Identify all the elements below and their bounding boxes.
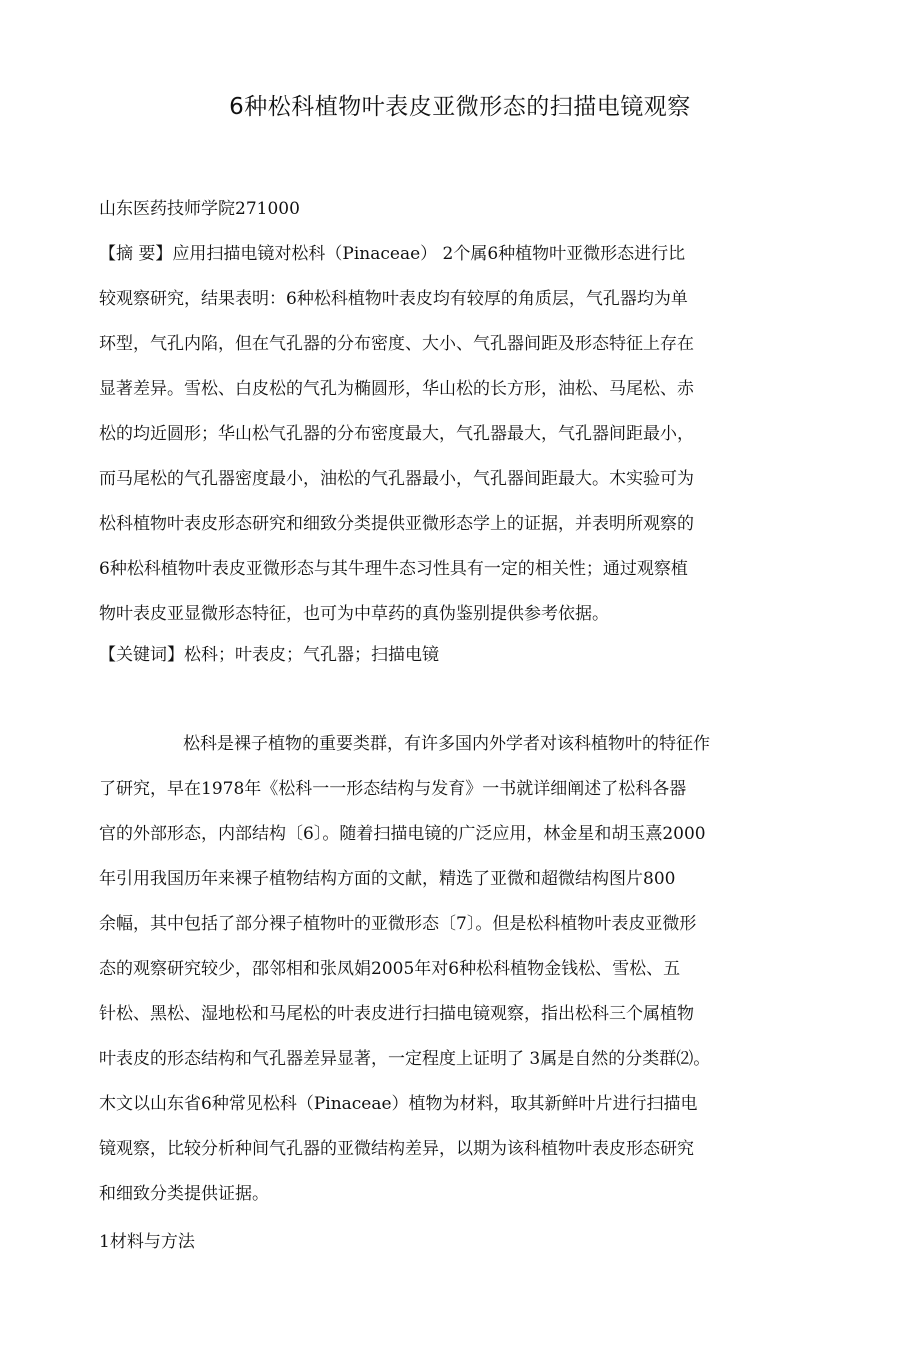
abstract-line: 较观察研究，结果表明：6种松科植物叶表皮均有较厚的角质层，气孔器均为单 [99,289,688,309]
abstract-line: 【摘 要】应用扫描电镜对松科（Pinaceae） 2个属6种植物叶亚微形态进行比 [99,244,686,264]
abstract-line: 松科植物叶表皮形态研究和细致分类提供亚微形态学上的证据，并表明所观察的 [99,514,694,534]
body-line: 叶表皮的形态结构和气孔器差异显著，一定程度上证明了 3属是自然的分类群⑵。 [99,1049,711,1069]
body-line: 镜观察，比较分析种间气孔器的亚微结构差异，以期为该科植物叶表皮形态研究 [99,1139,694,1159]
author-affiliation: 山东医药技师学院271000 [99,199,300,219]
abstract-line: 环型，气孔内陷，但在气孔器的分布密度、大小、气孔器间距及形态特征上存在 [99,334,694,354]
body-line: 针松、黑松、湿地松和马尾松的叶表皮进行扫描电镜观察，指出松科三个属植物 [99,1004,694,1024]
section-heading: 1材料与方法 [99,1232,195,1252]
abstract-line: 而马尾松的气孔器密度最小，油松的气孔器最小，气孔器间距最大。木实验可为 [99,469,694,489]
body-line: 余幅，其中包括了部分裸子植物叶的亚微形态〔7〕。但是松科植物叶表皮亚微形 [99,914,697,934]
abstract-line: 松的均近圆形；华山松气孔器的分布密度最大，气孔器最大，气孔器间距最小， [99,424,694,444]
keywords-line: 【关键词】松科；叶表皮；气孔器；扫描电镜 [99,645,439,665]
abstract-block [99,232,811,637]
document-title: 6种松科植物叶表皮亚微形态的扫描电镜观察 [229,94,691,120]
body-line: 松科是裸子植物的重要类群，有许多国内外学者对该科植物叶的特征作 [183,734,710,754]
intro-paragraph [99,722,811,1217]
body-line: 和细致分类提供证据。 [99,1184,269,1204]
body-line: 态的观察研究较少，邵邻相和张凤娟2005年对6种松科植物金钱松、雪松、五 [99,959,681,979]
body-line: 官的外部形态，内部结构〔6〕。随着扫描电镜的广泛应用，林金星和胡玉熹2000 [99,824,706,844]
abstract-line: 物叶表皮亚显微形态特征，也可为中草药的真伪鉴别提供参考依据。 [99,604,609,624]
body-line: 木文以山东省6种常见松科（Pinaceae）植物为材料，取其新鲜叶片进行扫描电 [99,1094,698,1114]
body-line: 年引用我国历年来裸子植物结构方面的文献，精选了亚微和超微结构图片800 [99,869,676,889]
abstract-line: 显著差异。雪松、白皮松的气孔为椭圆形，华山松的长方形，油松、马尾松、赤 [99,379,694,399]
abstract-line: 6种松科植物叶表皮亚微形态与其牛理牛态习性具有一定的相关性；通过观察植 [99,559,688,579]
body-line: 了研究，早在1978年《松科一一形态结构与发育》一书就详细阐述了松科各器 [99,779,687,799]
